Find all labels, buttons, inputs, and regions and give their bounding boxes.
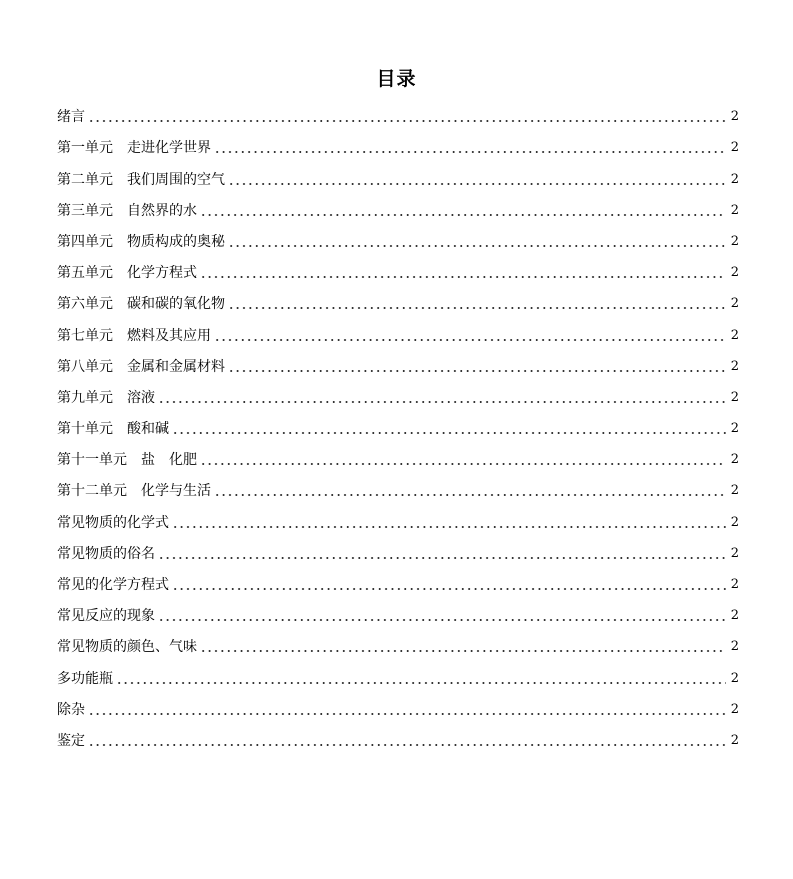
toc-entry-page-number: 2 (730, 452, 739, 468)
toc-entry-label: 常见物质的化学式 (57, 514, 169, 531)
toc-entry[interactable] (57, 474, 739, 505)
dot-leader (228, 307, 726, 309)
toc-entry-page-number: 2 (730, 608, 739, 624)
dot-leader (228, 245, 726, 247)
dot-leader (200, 463, 726, 465)
toc-entry-page-number: 2 (730, 701, 739, 717)
dot-leader (200, 276, 726, 278)
dot-leader (116, 682, 726, 684)
toc-entry[interactable] (57, 194, 739, 225)
toc-entry[interactable] (57, 661, 739, 692)
toc-entry[interactable] (57, 381, 739, 412)
toc-entry-label: 第二单元 我们周围的空气 (57, 171, 225, 188)
dot-leader (214, 339, 726, 341)
toc-entry-page-number: 2 (730, 639, 739, 655)
dot-leader (214, 151, 726, 153)
toc-entry-label: 第十单元 酸和碱 (57, 421, 169, 438)
dot-leader (228, 183, 726, 185)
toc-entry-page-number: 2 (730, 483, 739, 499)
toc-entry[interactable] (57, 412, 739, 443)
toc-entry-page-number: 2 (730, 171, 739, 187)
dot-leader (214, 494, 726, 496)
page-title: 目录 (376, 68, 417, 90)
toc-entry-label: 第八单元 金属和金属材料 (57, 358, 225, 375)
toc-entry-label: 第六单元 碳和碳的氧化物 (57, 296, 225, 313)
toc-entry-page-number: 2 (730, 389, 739, 405)
dot-leader (88, 713, 726, 715)
toc-entry-page-number: 2 (730, 732, 739, 748)
table-of-contents (57, 100, 739, 755)
toc-entry[interactable] (57, 693, 739, 724)
toc-entry[interactable] (57, 630, 739, 661)
toc-entry[interactable] (57, 537, 739, 568)
toc-entry-page-number: 2 (730, 296, 739, 312)
toc-entry[interactable] (57, 162, 739, 193)
toc-entry[interactable] (57, 318, 739, 349)
toc-entry[interactable] (57, 131, 739, 162)
dot-leader (158, 557, 726, 559)
toc-entry-page-number: 2 (730, 327, 739, 343)
toc-entry[interactable] (57, 225, 739, 256)
dot-leader (88, 744, 726, 746)
toc-entry-label: 常见物质的颜色、气味 (57, 639, 197, 656)
toc-entry[interactable] (57, 724, 739, 755)
toc-entry-label: 第五单元 化学方程式 (57, 265, 197, 282)
toc-entry-label: 绪言 (57, 109, 85, 126)
toc-entry-label: 第四单元 物质构成的奥秘 (57, 233, 225, 250)
dot-leader (228, 370, 726, 372)
dot-leader (158, 619, 726, 621)
dot-leader (200, 214, 726, 216)
toc-entry-label: 鉴定 (57, 732, 85, 749)
toc-entry-page-number: 2 (730, 670, 739, 686)
toc-entry[interactable] (57, 443, 739, 474)
toc-entry-label: 常见反应的现象 (57, 608, 155, 625)
toc-entry-label: 除杂 (57, 701, 85, 718)
toc-entry[interactable] (57, 100, 739, 131)
toc-entry[interactable] (57, 256, 739, 287)
toc-entry-label: 第九单元 溶液 (57, 389, 155, 406)
toc-entry-label: 常见的化学方程式 (57, 577, 169, 593)
dot-leader (158, 401, 726, 403)
toc-entry[interactable] (57, 350, 739, 381)
toc-entry-page-number: 2 (730, 202, 739, 218)
toc-entry-label: 第一单元 走进化学世界 (57, 140, 211, 157)
toc-entry[interactable] (57, 287, 739, 318)
toc-entry[interactable] (57, 599, 739, 630)
toc-entry[interactable] (57, 505, 739, 536)
toc-entry-page-number: 2 (730, 233, 739, 249)
toc-entry-label: 多功能瓶 (57, 670, 113, 687)
toc-entry-label: 第七单元 燃料及其应用 (57, 327, 211, 344)
dot-leader (172, 588, 726, 590)
toc-entry-page-number: 2 (730, 109, 739, 125)
toc-entry-page-number: 2 (730, 577, 739, 592)
toc-entry-page-number: 2 (730, 421, 739, 437)
toc-entry-label: 第十一单元 盐 化肥 (57, 452, 197, 469)
dot-leader (172, 432, 726, 434)
dot-leader (88, 120, 726, 122)
toc-entry[interactable] (57, 568, 739, 599)
toc-entry-page-number: 2 (730, 545, 739, 561)
toc-entry-label: 第十二单元 化学与生活 (57, 483, 211, 500)
toc-entry-page-number: 2 (730, 140, 739, 156)
toc-entry-page-number: 2 (730, 514, 739, 530)
dot-leader (200, 650, 726, 652)
toc-entry-page-number: 2 (730, 265, 739, 281)
toc-entry-label: 第三单元 自然界的水 (57, 202, 197, 219)
toc-entry-page-number: 2 (730, 358, 739, 374)
toc-entry-label: 常见物质的俗名 (57, 545, 155, 562)
dot-leader (172, 526, 726, 528)
